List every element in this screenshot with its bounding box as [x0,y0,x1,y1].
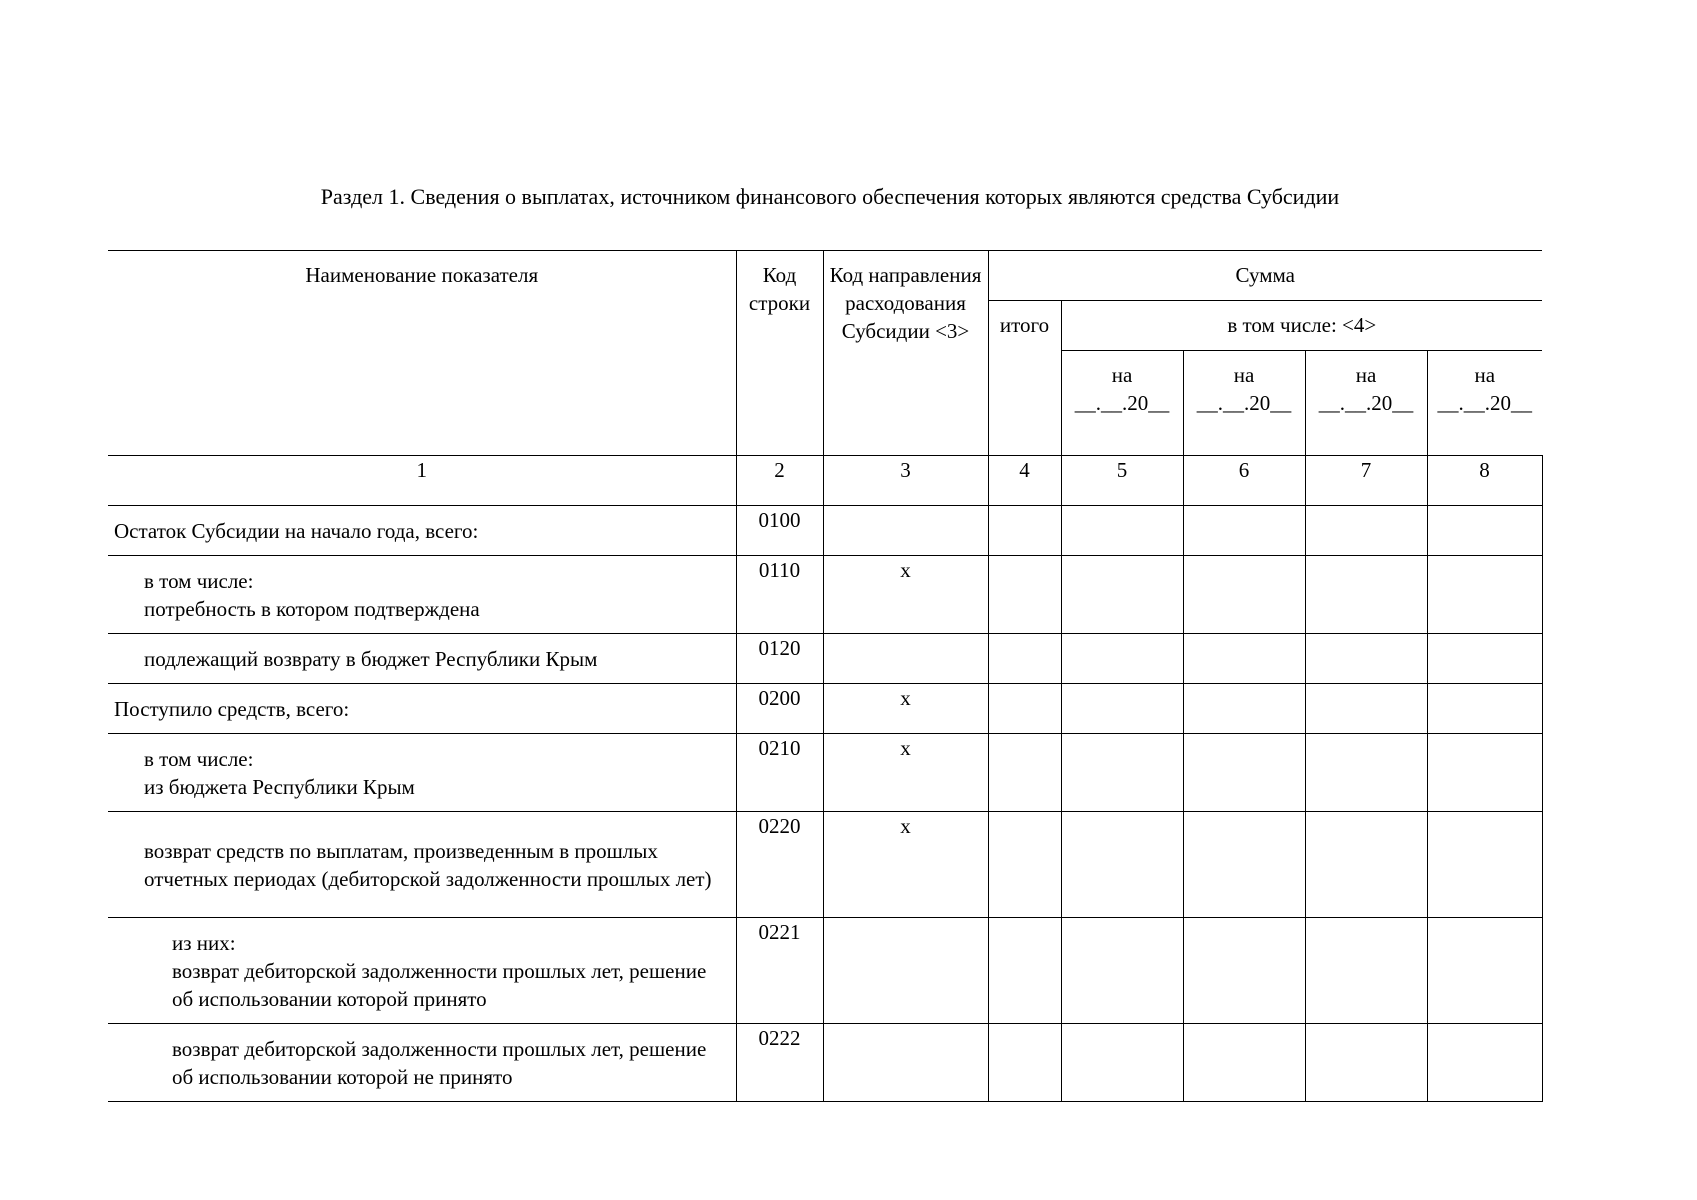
row-period-cell[interactable] [1061,556,1183,634]
row-period-cell[interactable] [1305,684,1427,734]
row-period-cell[interactable] [1305,1024,1427,1102]
row-period-cell[interactable] [1427,634,1542,684]
row-direction-code: x [823,734,988,812]
row-period-cell[interactable] [1305,918,1427,1024]
row-period-cell[interactable] [1427,1024,1542,1102]
row-period-cell[interactable] [1305,506,1427,556]
header-direction-code: Код направления расходования Субсидии <3> [823,251,988,456]
period-na: на [1233,363,1255,387]
row-total-cell[interactable] [988,634,1061,684]
column-number: 1 [108,456,736,506]
table-row [108,556,1542,634]
row-total-cell[interactable] [988,918,1061,1024]
header-name: Наименование показателя [108,251,736,456]
table-row [108,684,1542,734]
row-code: 0200 [736,684,823,734]
row-direction-code: x [823,684,988,734]
row-name: в том числе: потребность в котором подтверждена [108,556,736,634]
row-code: 0221 [736,918,823,1024]
row-period-cell[interactable] [1183,556,1305,634]
period-header-3 [1305,351,1427,456]
row-period-cell[interactable] [1427,506,1542,556]
header-sum: Сумма [988,251,1542,301]
row-period-cell[interactable] [1427,734,1542,812]
column-number-row [108,456,1542,506]
period-date: __.__.20__ [1196,391,1292,415]
row-name: в том числе: из бюджета Республики Крым [108,734,736,812]
column-number: 6 [1183,456,1305,506]
row-period-cell[interactable] [1183,734,1305,812]
payments-table [108,250,1543,1102]
row-total-cell[interactable] [988,812,1061,918]
row-period-cell[interactable] [1305,734,1427,812]
row-total-cell[interactable] [988,556,1061,634]
row-period-cell[interactable] [1183,812,1305,918]
row-direction-code [823,1024,988,1102]
row-code: 0210 [736,734,823,812]
table-row [108,506,1542,556]
row-name: Поступило средств, всего: [108,684,736,734]
row-period-cell[interactable] [1183,634,1305,684]
row-period-cell[interactable] [1427,556,1542,634]
period-date: __.__.20__ [1074,391,1170,415]
row-total-cell[interactable] [988,506,1061,556]
row-code: 0110 [736,556,823,634]
row-period-cell[interactable] [1183,1024,1305,1102]
period-header-4 [1427,351,1542,456]
row-name: возврат средств по выплатам, произведенным в прошлых отчетных периодах (дебиторской задолженности прошлых лет) [108,812,736,918]
row-total-cell[interactable] [988,1024,1061,1102]
period-na: на [1111,363,1133,387]
row-period-cell[interactable] [1061,812,1183,918]
column-number: 2 [736,456,823,506]
row-direction-code [823,506,988,556]
column-number: 5 [1061,456,1183,506]
row-period-cell[interactable] [1061,918,1183,1024]
row-name: подлежащий возврату в бюджет Республики Крым [108,634,736,684]
row-period-cell[interactable] [1061,506,1183,556]
table-row [108,1024,1542,1102]
row-period-cell[interactable] [1427,812,1542,918]
row-direction-code: x [823,812,988,918]
row-name: из них: возврат дебиторской задолженности прошлых лет, решение об использовании которой принято [108,918,736,1024]
row-period-cell[interactable] [1183,506,1305,556]
row-code: 0220 [736,812,823,918]
column-number: 8 [1427,456,1542,506]
row-period-cell[interactable] [1427,684,1542,734]
column-number: 3 [823,456,988,506]
row-period-cell[interactable] [1061,634,1183,684]
row-period-cell[interactable] [1305,634,1427,684]
row-period-cell[interactable] [1305,556,1427,634]
row-period-cell[interactable] [1061,1024,1183,1102]
row-period-cell[interactable] [1427,918,1542,1024]
header-total: итого [988,301,1061,456]
row-direction-code: x [823,556,988,634]
header-row-code: Код строки [736,251,823,456]
row-total-cell[interactable] [988,734,1061,812]
period-date: __.__.20__ [1318,391,1414,415]
row-direction-code [823,634,988,684]
row-code: 0120 [736,634,823,684]
row-code: 0100 [736,506,823,556]
period-header-2 [1183,351,1305,456]
row-period-cell[interactable] [1183,918,1305,1024]
period-na: на [1474,363,1496,387]
row-name: Остаток Субсидии на начало года, всего: [108,506,736,556]
table-row [108,918,1542,1024]
period-na: на [1355,363,1377,387]
row-period-cell[interactable] [1061,684,1183,734]
column-number: 7 [1305,456,1427,506]
period-header-1 [1061,351,1183,456]
row-direction-code [823,918,988,1024]
row-period-cell[interactable] [1061,734,1183,812]
row-period-cell[interactable] [1183,684,1305,734]
row-total-cell[interactable] [988,684,1061,734]
section-title: Раздел 1. Сведения о выплатах, источником финансового обеспечения которых являются средства Субсидии [320,184,1340,209]
row-code: 0222 [736,1024,823,1102]
row-name: возврат дебиторской задолженности прошлых лет, решение об использовании которой не принято [108,1024,736,1102]
column-number: 4 [988,456,1061,506]
header-including: в том числе: <4> [1061,301,1542,351]
row-period-cell[interactable] [1305,812,1427,918]
table-row [108,734,1542,812]
table-row [108,812,1542,918]
period-date: __.__.20__ [1437,391,1533,415]
table-row [108,634,1542,684]
